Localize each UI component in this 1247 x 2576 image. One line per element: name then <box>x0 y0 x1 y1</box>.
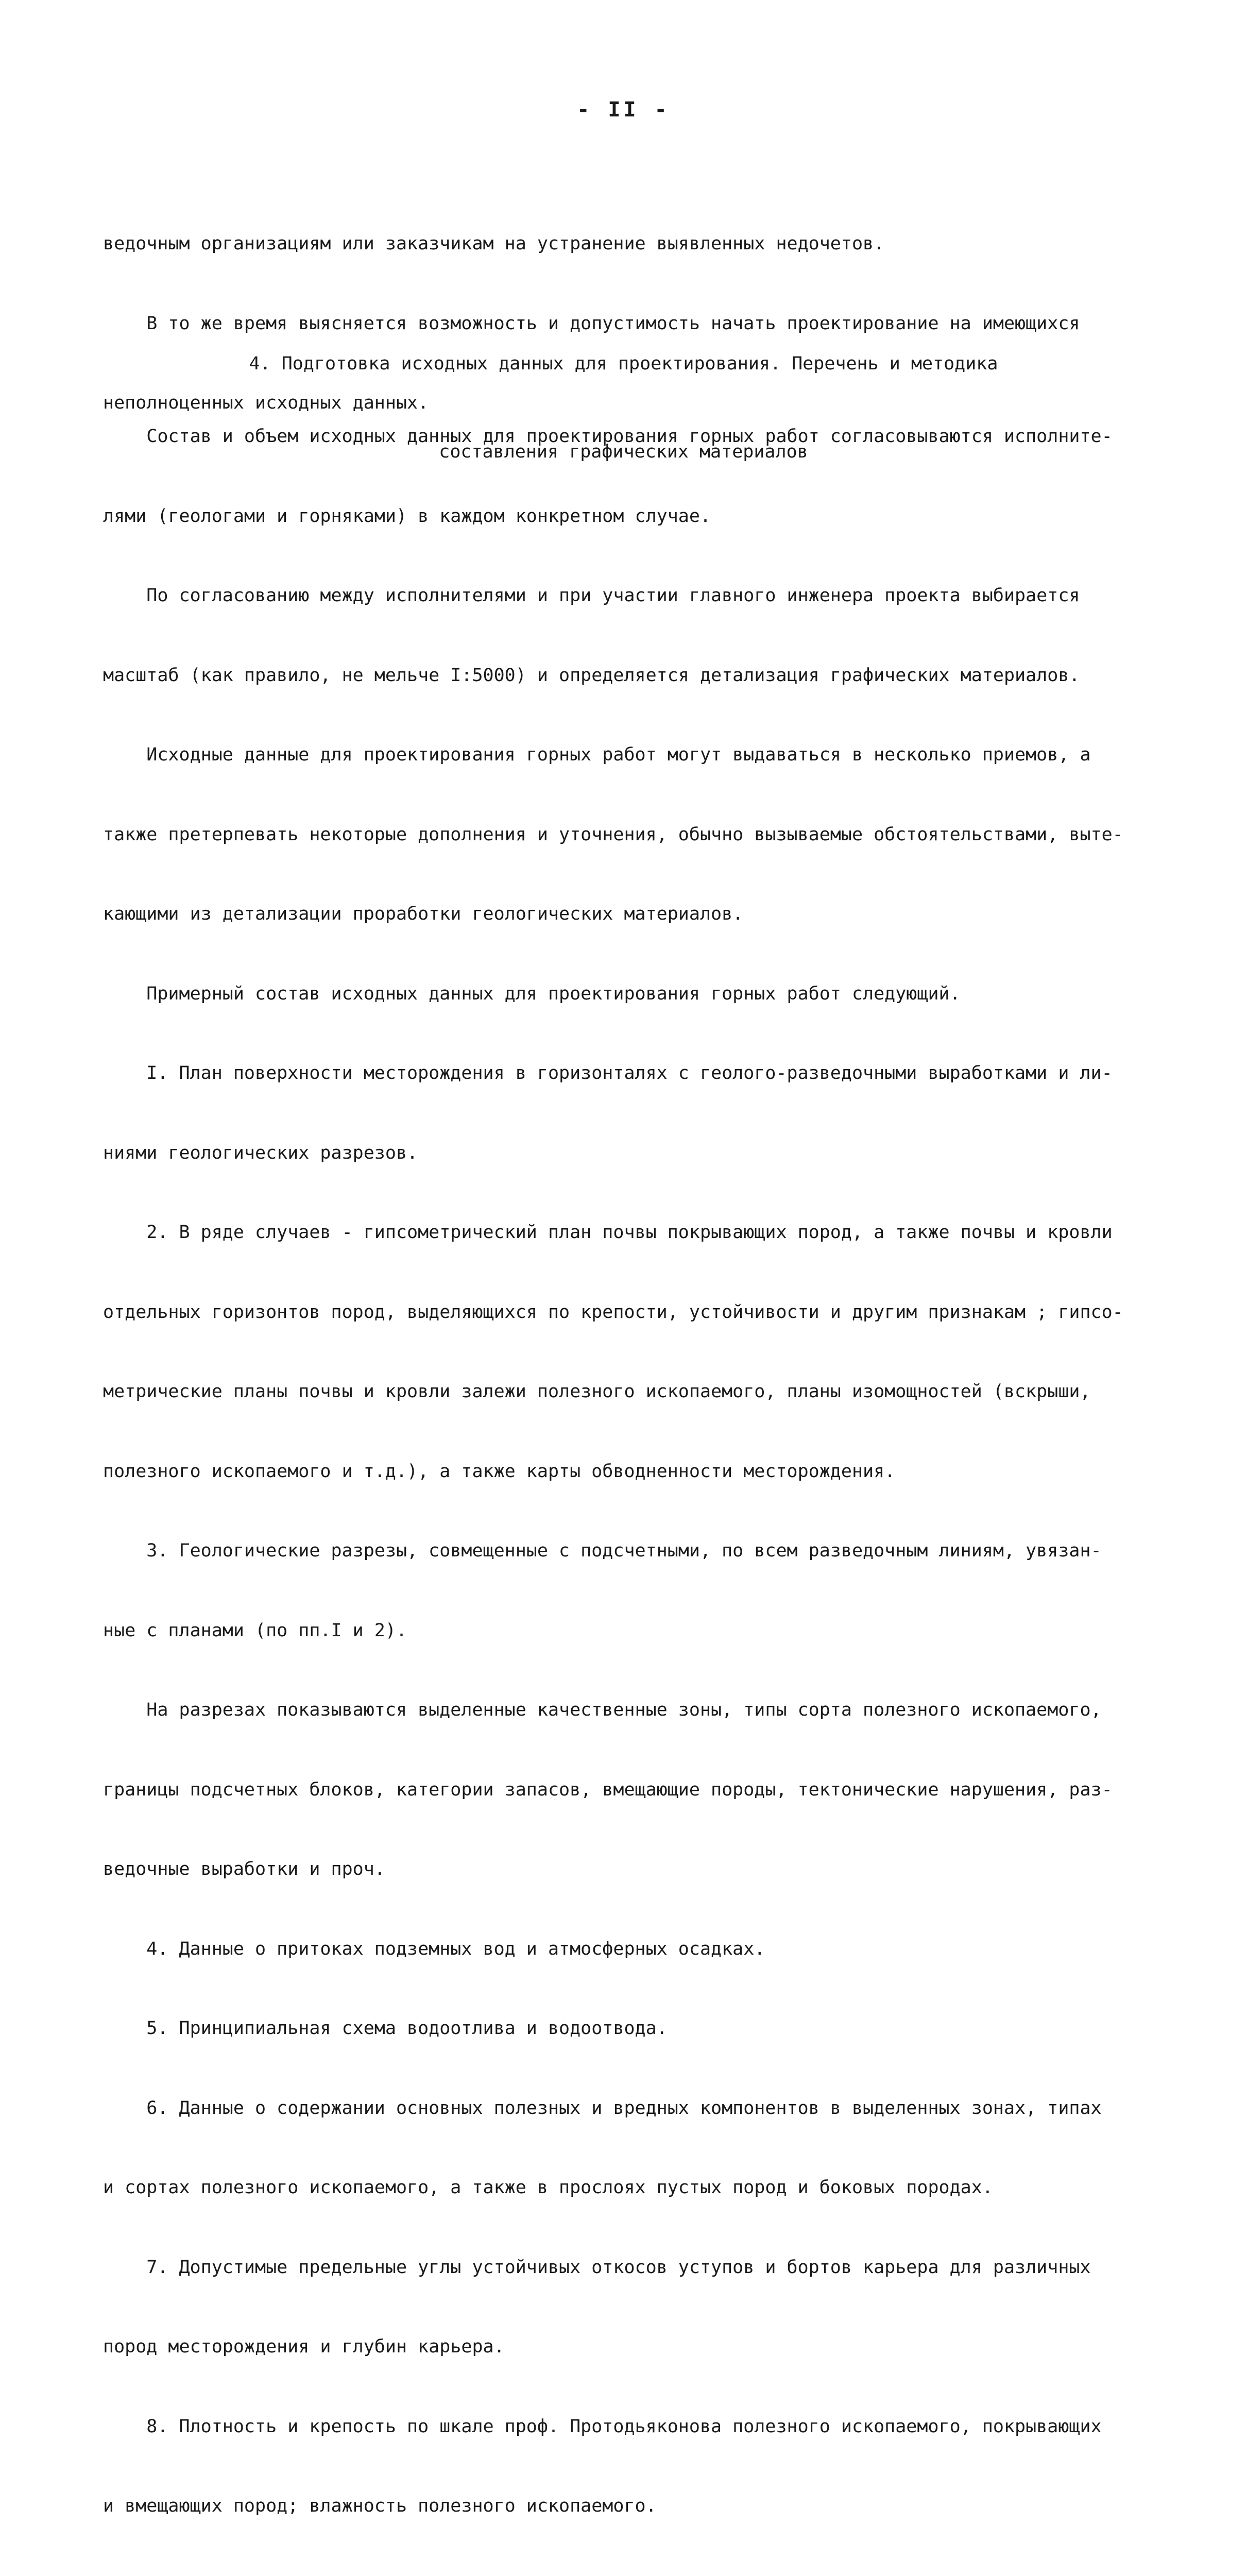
text-line: также претерпевать некоторые дополнения и уточнения, обычно вызываемые обстоятельствами, выте- <box>103 822 1180 849</box>
text-line: лями (геологами и горняками) в каждом конкретном случае. <box>103 503 1180 530</box>
text-line: кающими из детализации проработки геологических материалов. <box>103 901 1180 928</box>
text-line: 2. В ряде случаев - гипсометрический план почвы покрывающих пород, а также почвы и кровли <box>103 1219 1180 1246</box>
text-line: В то же время выясняется возможность и допустимость начать проектирование на имеющихся <box>103 311 1180 337</box>
text-line: ведочные выработки и проч. <box>103 1856 1180 1883</box>
text-line: 4. Данные о притоках подземных вод и атмосферных осадках. <box>103 1936 1180 1963</box>
text-line: Исходные данные для проектирования горных работ могут выдаваться в несколько приемов, а <box>103 742 1180 769</box>
page-number: - II - <box>0 98 1247 122</box>
text-line: I. План поверхности месторождения в горизонталях с геолого-разведочными выработками и ли- <box>103 1060 1180 1087</box>
text-line <box>103 2573 1180 2576</box>
section-body <box>103 370 1180 2576</box>
text-line: пород месторождения и глубин карьера. <box>103 2334 1180 2361</box>
text-line: ведочным организациям или заказчикам на устранение выявленных недочетов. <box>103 231 1180 258</box>
text-line: 8. Плотность и крепость по шкале проф. Протодьяконова полезного ископаемого, покрывающих <box>103 2414 1180 2441</box>
text-line: ные с планами (по пп.I и 2). <box>103 1618 1180 1645</box>
text-line: метрические планы почвы и кровли залежи полезного ископаемого, планы изомощностей (вскрыши, <box>103 1379 1180 1405</box>
text-line: отдельных горизонтов пород, выделяющихся по крепости, устойчивости и другим признакам ; гипсо- <box>103 1299 1180 1326</box>
text-line: Состав и объем исходных данных для проектирования горных работ согласовываются исполните- <box>103 423 1180 450</box>
text-line: и вмещающих пород; влажность полезного ископаемого. <box>103 2493 1180 2520</box>
text-line: границы подсчетных блоков, категории запасов, вмещающие породы, тектонические нарушения, раз- <box>103 1777 1180 1804</box>
heading-line: составления графических материалов <box>0 437 1247 467</box>
text-line: Примерный состав исходных данных для проектирования горных работ следующий. <box>103 981 1180 1008</box>
text-line: По согласованию между исполнителями и при участии главного инженера проекта выбирается <box>103 583 1180 609</box>
text-line: масштаб (как правило, не мельче I:5000) и определяется детализация графических материалов. <box>103 663 1180 689</box>
text-line: ниями геологических разрезов. <box>103 1140 1180 1167</box>
text-line: На разрезах показываются выделенные качественные зоны, типы сорта полезного ископаемого, <box>103 1697 1180 1724</box>
text-line: неполноценных исходных данных. <box>103 390 1180 417</box>
text-line: 3. Геологические разрезы, совмещенные с подсчетными, по всем разведочным линиям, увязан- <box>103 1538 1180 1565</box>
text-line: 6. Данные о содержании основных полезных и вредных компонентов в выделенных зонах, типах <box>103 2095 1180 2122</box>
text-line: и сортах полезного ископаемого, а также в прослоях пустых пород и боковых породах. <box>103 2175 1180 2201</box>
heading-line: 4. Подготовка исходных данных для проектирования. Перечень и методика <box>0 349 1247 379</box>
text-line: 5. Принципиальная схема водоотлива и водоотвода. <box>103 2015 1180 2042</box>
text-line: полезного ископаемого и т.д.), а также карты обводненности месторождения. <box>103 1459 1180 1485</box>
text-line: 7. Допустимые предельные углы устойчивых откосов уступов и бортов карьера для различных <box>103 2255 1180 2281</box>
